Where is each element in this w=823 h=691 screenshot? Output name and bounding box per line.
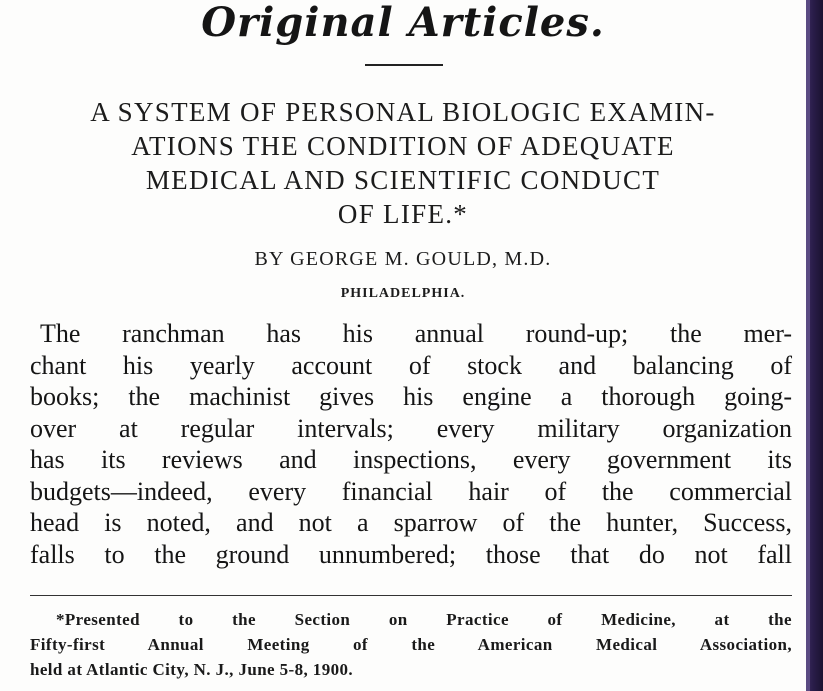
body-line: head is noted, and not a sparrow of the hunter, Success, [30,508,792,537]
section-heading: Original Articles. [201,0,605,46]
article-body [30,318,792,570]
footnote-divider [30,595,792,596]
page-edge-border [806,0,823,691]
body-line: falls to the ground unnumbered; those that do not fall [30,539,792,569]
body-line: budgets—indeed, every financial hair of the commercial [30,476,792,506]
body-line: The ranchman has his annual round-up; the mer- [40,319,792,348]
title-line: ATIONS THE CONDITION OF ADEQUATE [131,131,675,161]
title-line: A SYSTEM OF PERSONAL BIOLOGIC EXAMIN- [90,97,716,127]
author-location: PHILADELPHIA. [340,286,466,301]
body-line: books; the machinist gives his engine a thorough going- [30,382,792,411]
article-title [0,95,806,231]
footnote-line: Fifty-first Annual Meeting of the American Medical Association, [30,635,792,654]
body-line: chant his yearly account of stock and balancing of [30,350,792,380]
footnote-line: held at Atlantic City, N. J., June 5-8, 1900. [30,660,354,679]
author-byline: BY GEORGE M. GOULD, M.D. [254,248,552,270]
body-line: over at regular intervals; every military organization [30,413,792,443]
heading-divider [365,64,443,66]
title-line: OF LIFE.* [337,199,469,229]
footnote-line: *Presented to the Section on Practice of Medicine, at the [56,610,792,629]
body-line: has its reviews and inspections, every government its [30,445,792,474]
page-edge-highlight [806,0,810,691]
footnote [30,607,792,682]
title-line: MEDICAL AND SCIENTIFIC CONDUCT [145,165,661,195]
